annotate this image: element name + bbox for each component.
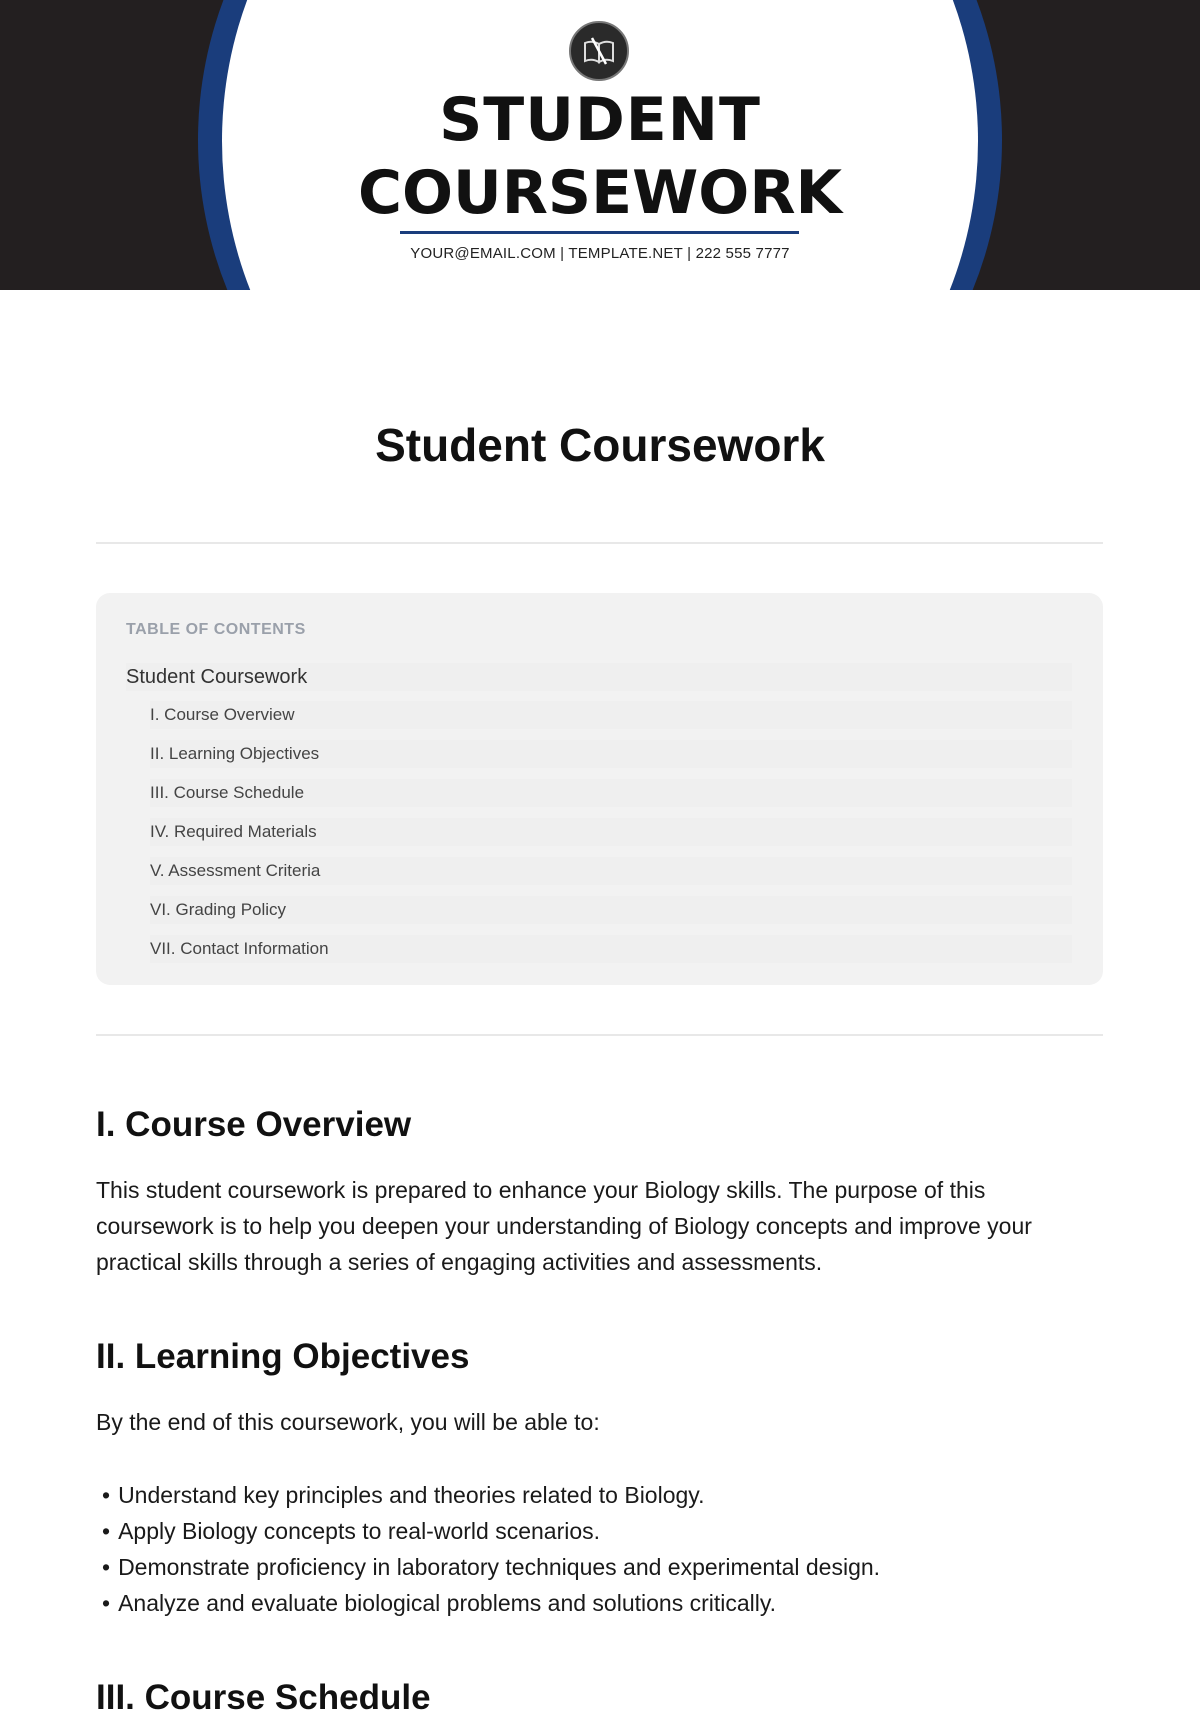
toc-link-grading-policy[interactable]: VI. Grading Policy	[150, 896, 1072, 924]
list-item: • Understand key principles and theories related to Biology.	[102, 1477, 880, 1513]
table-of-contents	[96, 593, 1103, 985]
toc-link-contact-information[interactable]: VII. Contact Information	[150, 935, 1072, 963]
brand-title-line1: STUDENT	[439, 85, 761, 155]
brand-title-line2: COURSEWORK	[357, 158, 843, 228]
divider	[96, 1034, 1103, 1036]
book-pen-icon	[569, 21, 629, 81]
list-item: • Demonstrate proficiency in laboratory techniques and experimental design.	[102, 1549, 880, 1585]
contact-info: YOUR@EMAIL.COM | TEMPLATE.NET | 222 555 7777	[410, 245, 790, 262]
divider	[96, 542, 1103, 544]
toc-list	[150, 701, 1072, 974]
toc-link-assessment-criteria[interactable]: V. Assessment Criteria	[150, 857, 1072, 885]
list-item: • Apply Biology concepts to real-world scenarios.	[102, 1513, 880, 1549]
learning-objectives-intro: By the end of this coursework, you will be able to:	[96, 1409, 600, 1435]
section-heading-course-overview: I. Course Overview	[96, 1105, 412, 1144]
course-overview-text: This student coursework is prepared to enhance your Biology skills. The purpose of this coursework is to help you deepen your understanding of Biology concepts and improve your practical skills through a series of engaging activities and assessments.	[96, 1177, 1032, 1275]
page-title: Student Coursework	[375, 419, 825, 471]
toc-link-title[interactable]: Student Coursework	[126, 663, 1072, 691]
section-heading-learning-objectives: II. Learning Objectives	[96, 1337, 470, 1376]
learning-objectives-list	[102, 1477, 880, 1621]
toc-heading: TABLE OF CONTENTS	[126, 621, 306, 638]
list-item: • Analyze and evaluate biological problems and solutions critically.	[102, 1585, 880, 1621]
section-heading-course-schedule: III. Course Schedule	[96, 1678, 431, 1717]
toc-link-learning-objectives[interactable]: II. Learning Objectives	[150, 740, 1072, 768]
brand-underline	[400, 231, 799, 234]
toc-link-course-overview[interactable]: I. Course Overview	[150, 701, 1072, 729]
toc-link-course-schedule[interactable]: III. Course Schedule	[150, 779, 1072, 807]
toc-link-required-materials[interactable]: IV. Required Materials	[150, 818, 1072, 846]
